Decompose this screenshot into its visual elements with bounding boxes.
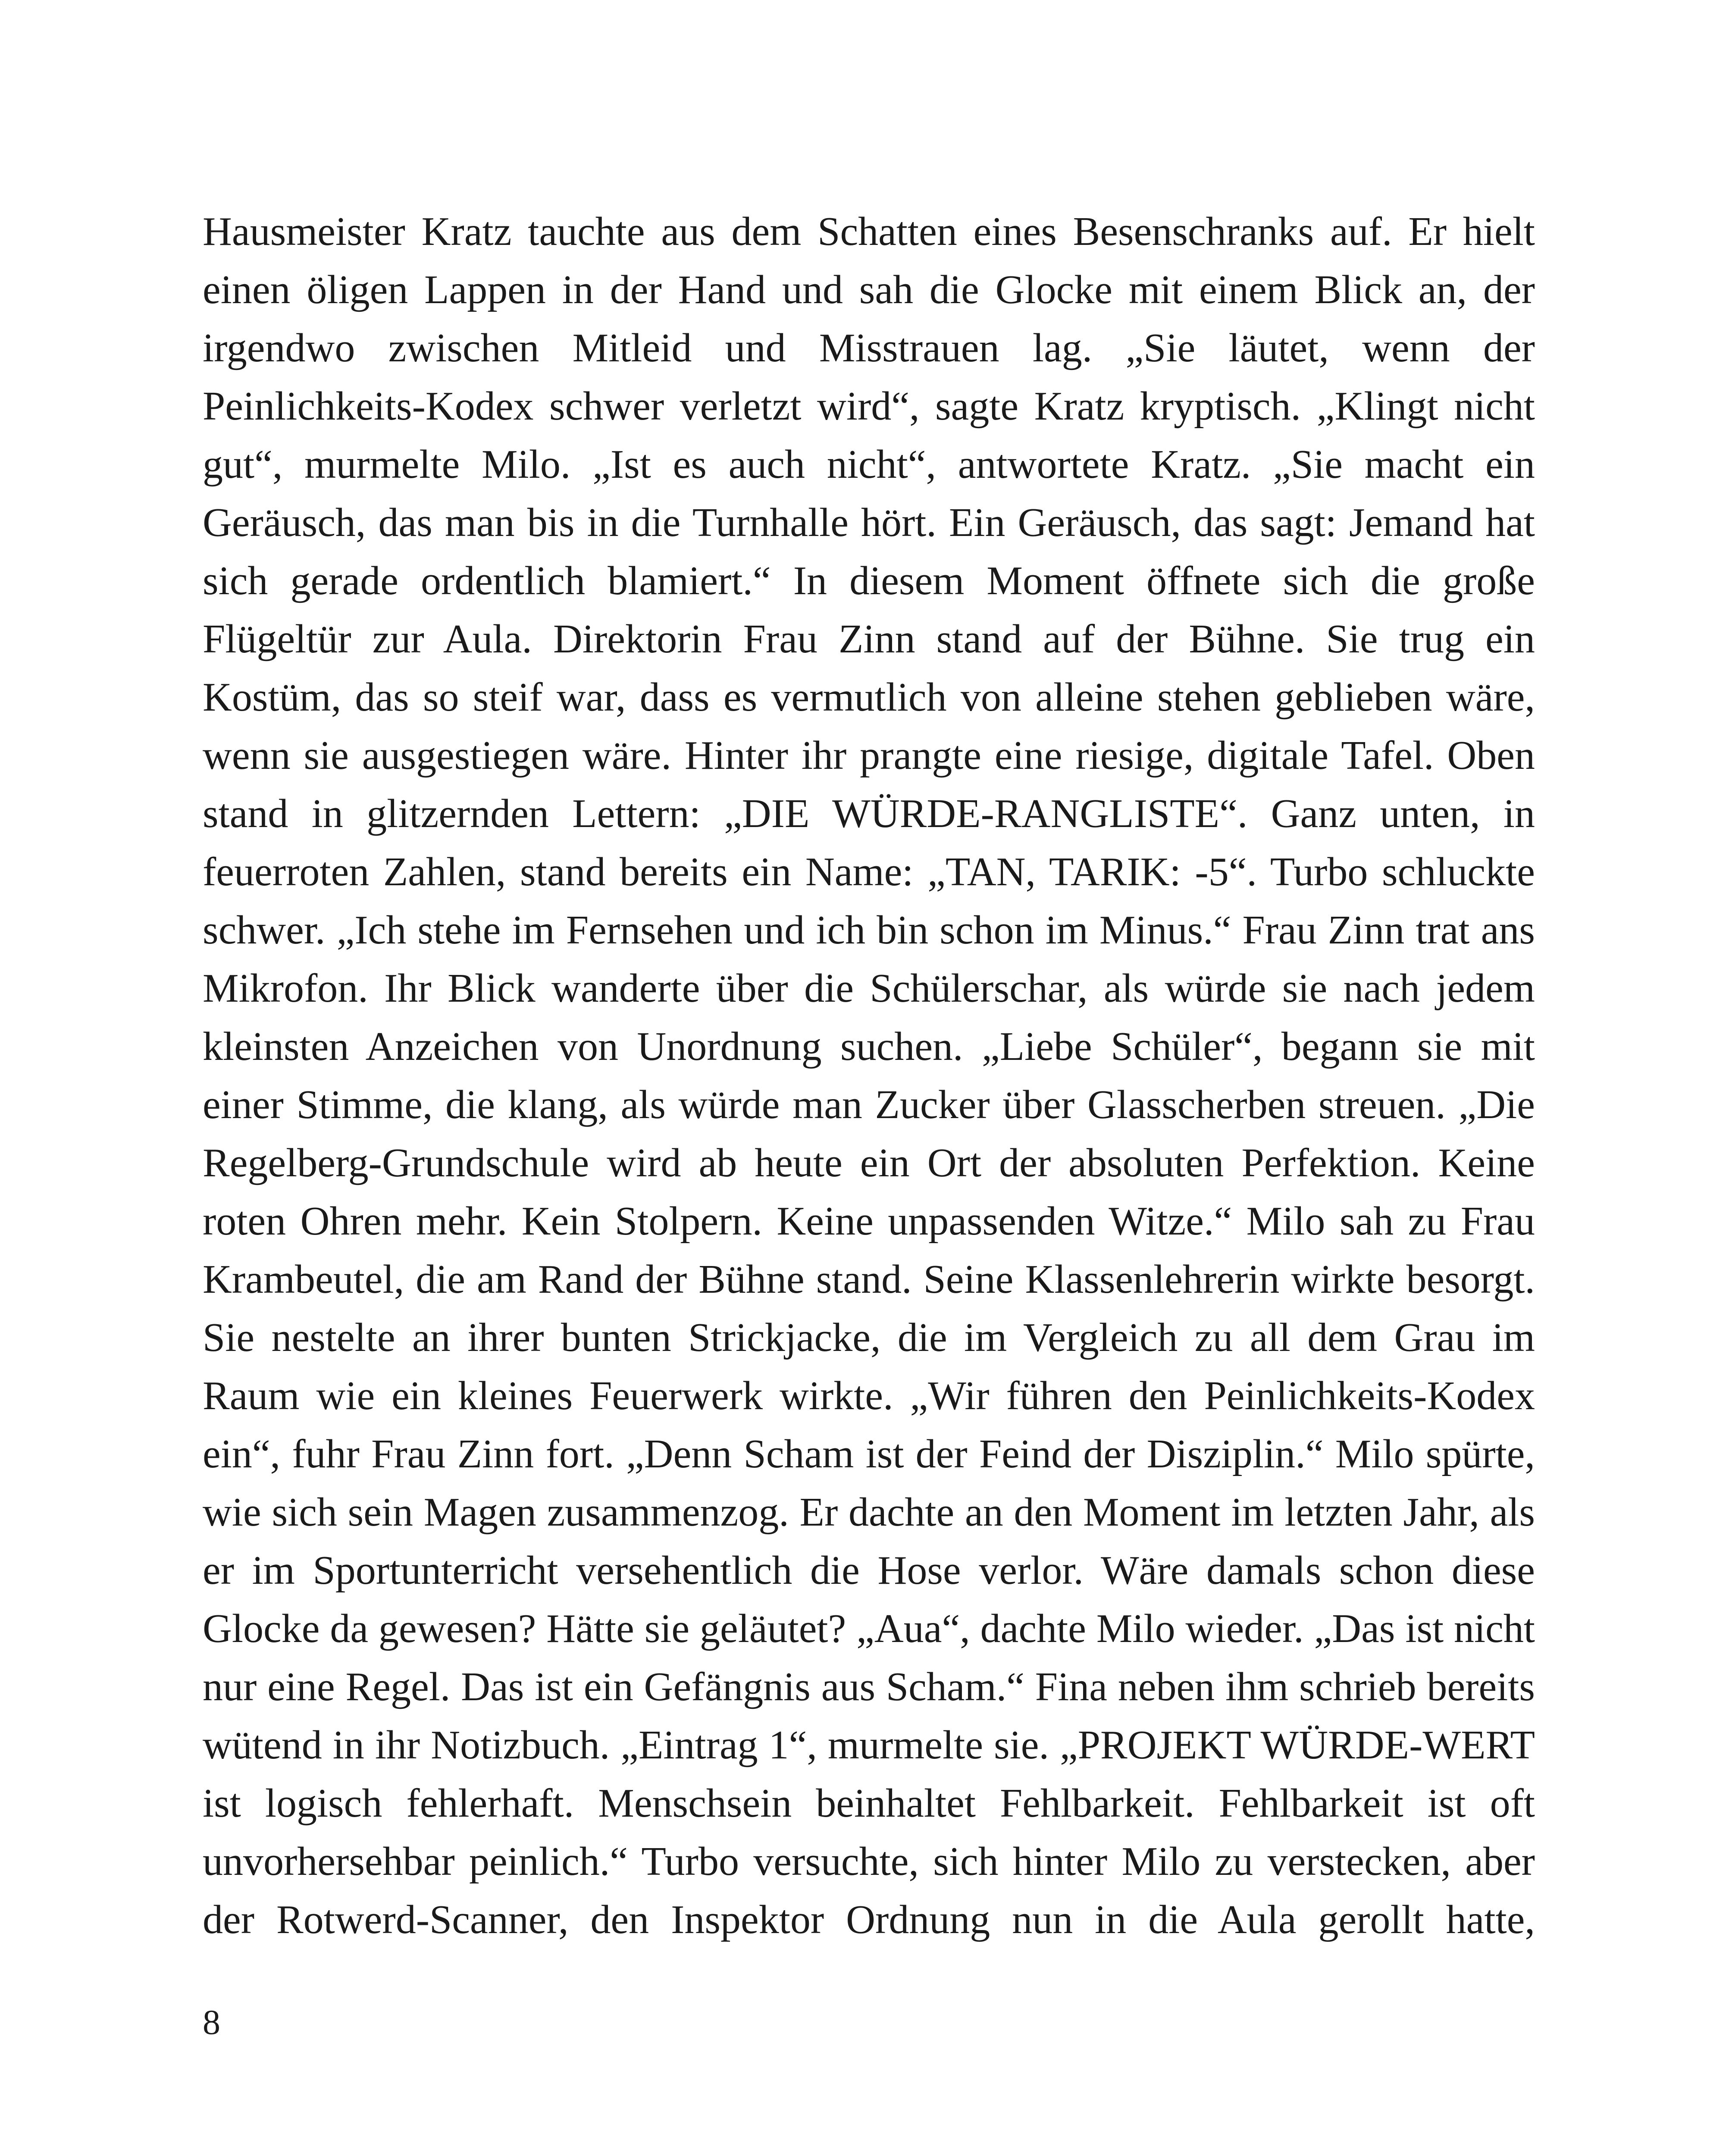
page-number: 8 <box>203 2002 220 2042</box>
body-paragraph: Hausmeister Kratz tauchte aus dem Schatten eines Besenschranks auf. Er hielt einen öligen Lappen in der Hand und sah die Glocke mit einem Blick an, der irgendwo zwischen Mitleid und Misstrauen lag. „Sie läutet, wenn der Peinlichkeits-Kodex schwer verletzt wird“, sagte Kratz kryptisch. „Klingt nicht gut“, murmelte Milo. „Ist es auch nicht“, antwortete Kratz. „Sie macht ein Geräusch, das man bis in die Turnhalle hört. Ein Geräusch, das sagt: Jemand hat sich gerade ordentlich blamiert.“ In diesem Moment öffnete sich die große Flügeltür zur Aula. Direktorin Frau Zinn stand auf der Bühne. Sie trug ein Kostüm, das so steif war, dass es vermutlich von alleine stehen geblieben wäre, wenn sie ausgestiegen wäre. Hinter ihr prangte eine riesige, digitale Tafel. Oben stand in glitzernden Lettern: „DIE WÜRDE-RANGLISTE“. Ganz unten, in feuerroten Zahlen, stand bereits ein Name: „TAN, TARIK: -5“. Turbo schluckte schwer. „Ich stehe im Fernsehen und ich bin schon im Minus.“ Frau Zinn trat ans Mikrofon. Ihr Blick wanderte über die Schülerschar, als würde sie nach jedem kleinsten Anzeichen von Unordnung suchen. „Liebe Schüler“, begann sie mit einer Stimme, die klang, als würde man Zucker über Glasscherben streuen. „Die Regelberg-Grundschule wird ab heute ein Ort der absoluten Perfektion. Keine roten Ohren mehr. Kein Stolpern. Keine unpassenden Witze.“ Milo sah zu Frau Krambeutel, die am Rand der Bühne stand. Seine Klassenlehrerin wirkte besorgt. Sie nestelte an ihrer bunten Strickjacke, die im Vergleich zu all dem Grau im Raum wie ein kleines Feuerwerk wirkte. „Wir führen den Peinlichkeits-Kodex ein“, fuhr Frau Zinn fort. „Denn Scham ist der Feind der Disziplin.“ Milo spürte, wie sich sein Magen zusammenzog. Er dachte an den Moment im letzten Jahr, als er im Sportunterricht versehentlich die Hose verlor. Wäre damals schon diese Glocke da gewesen? Hätte sie geläutet? „Aua“, dachte Milo wieder. „Das ist nicht nur eine Regel. Das ist ein Gefängnis aus Scham.“ Fina neben ihm schrieb bereits wütend in ihr Notizbuch. „Eintrag 1“, murmelte sie. „PROJEKT WÜRDE-WERT ist logisch fehlerhaft. Menschsein beinhaltet Fehlbarkeit. Fehlbarkeit ist oft unvorhersehbar peinlich.“ Turbo versuchte, sich hinter Milo zu verstecken, aber der Rotwerd-Scanner, den Inspektor Ordnung nun in die Aula gerollt hatte, <box>203 209 1535 1942</box>
